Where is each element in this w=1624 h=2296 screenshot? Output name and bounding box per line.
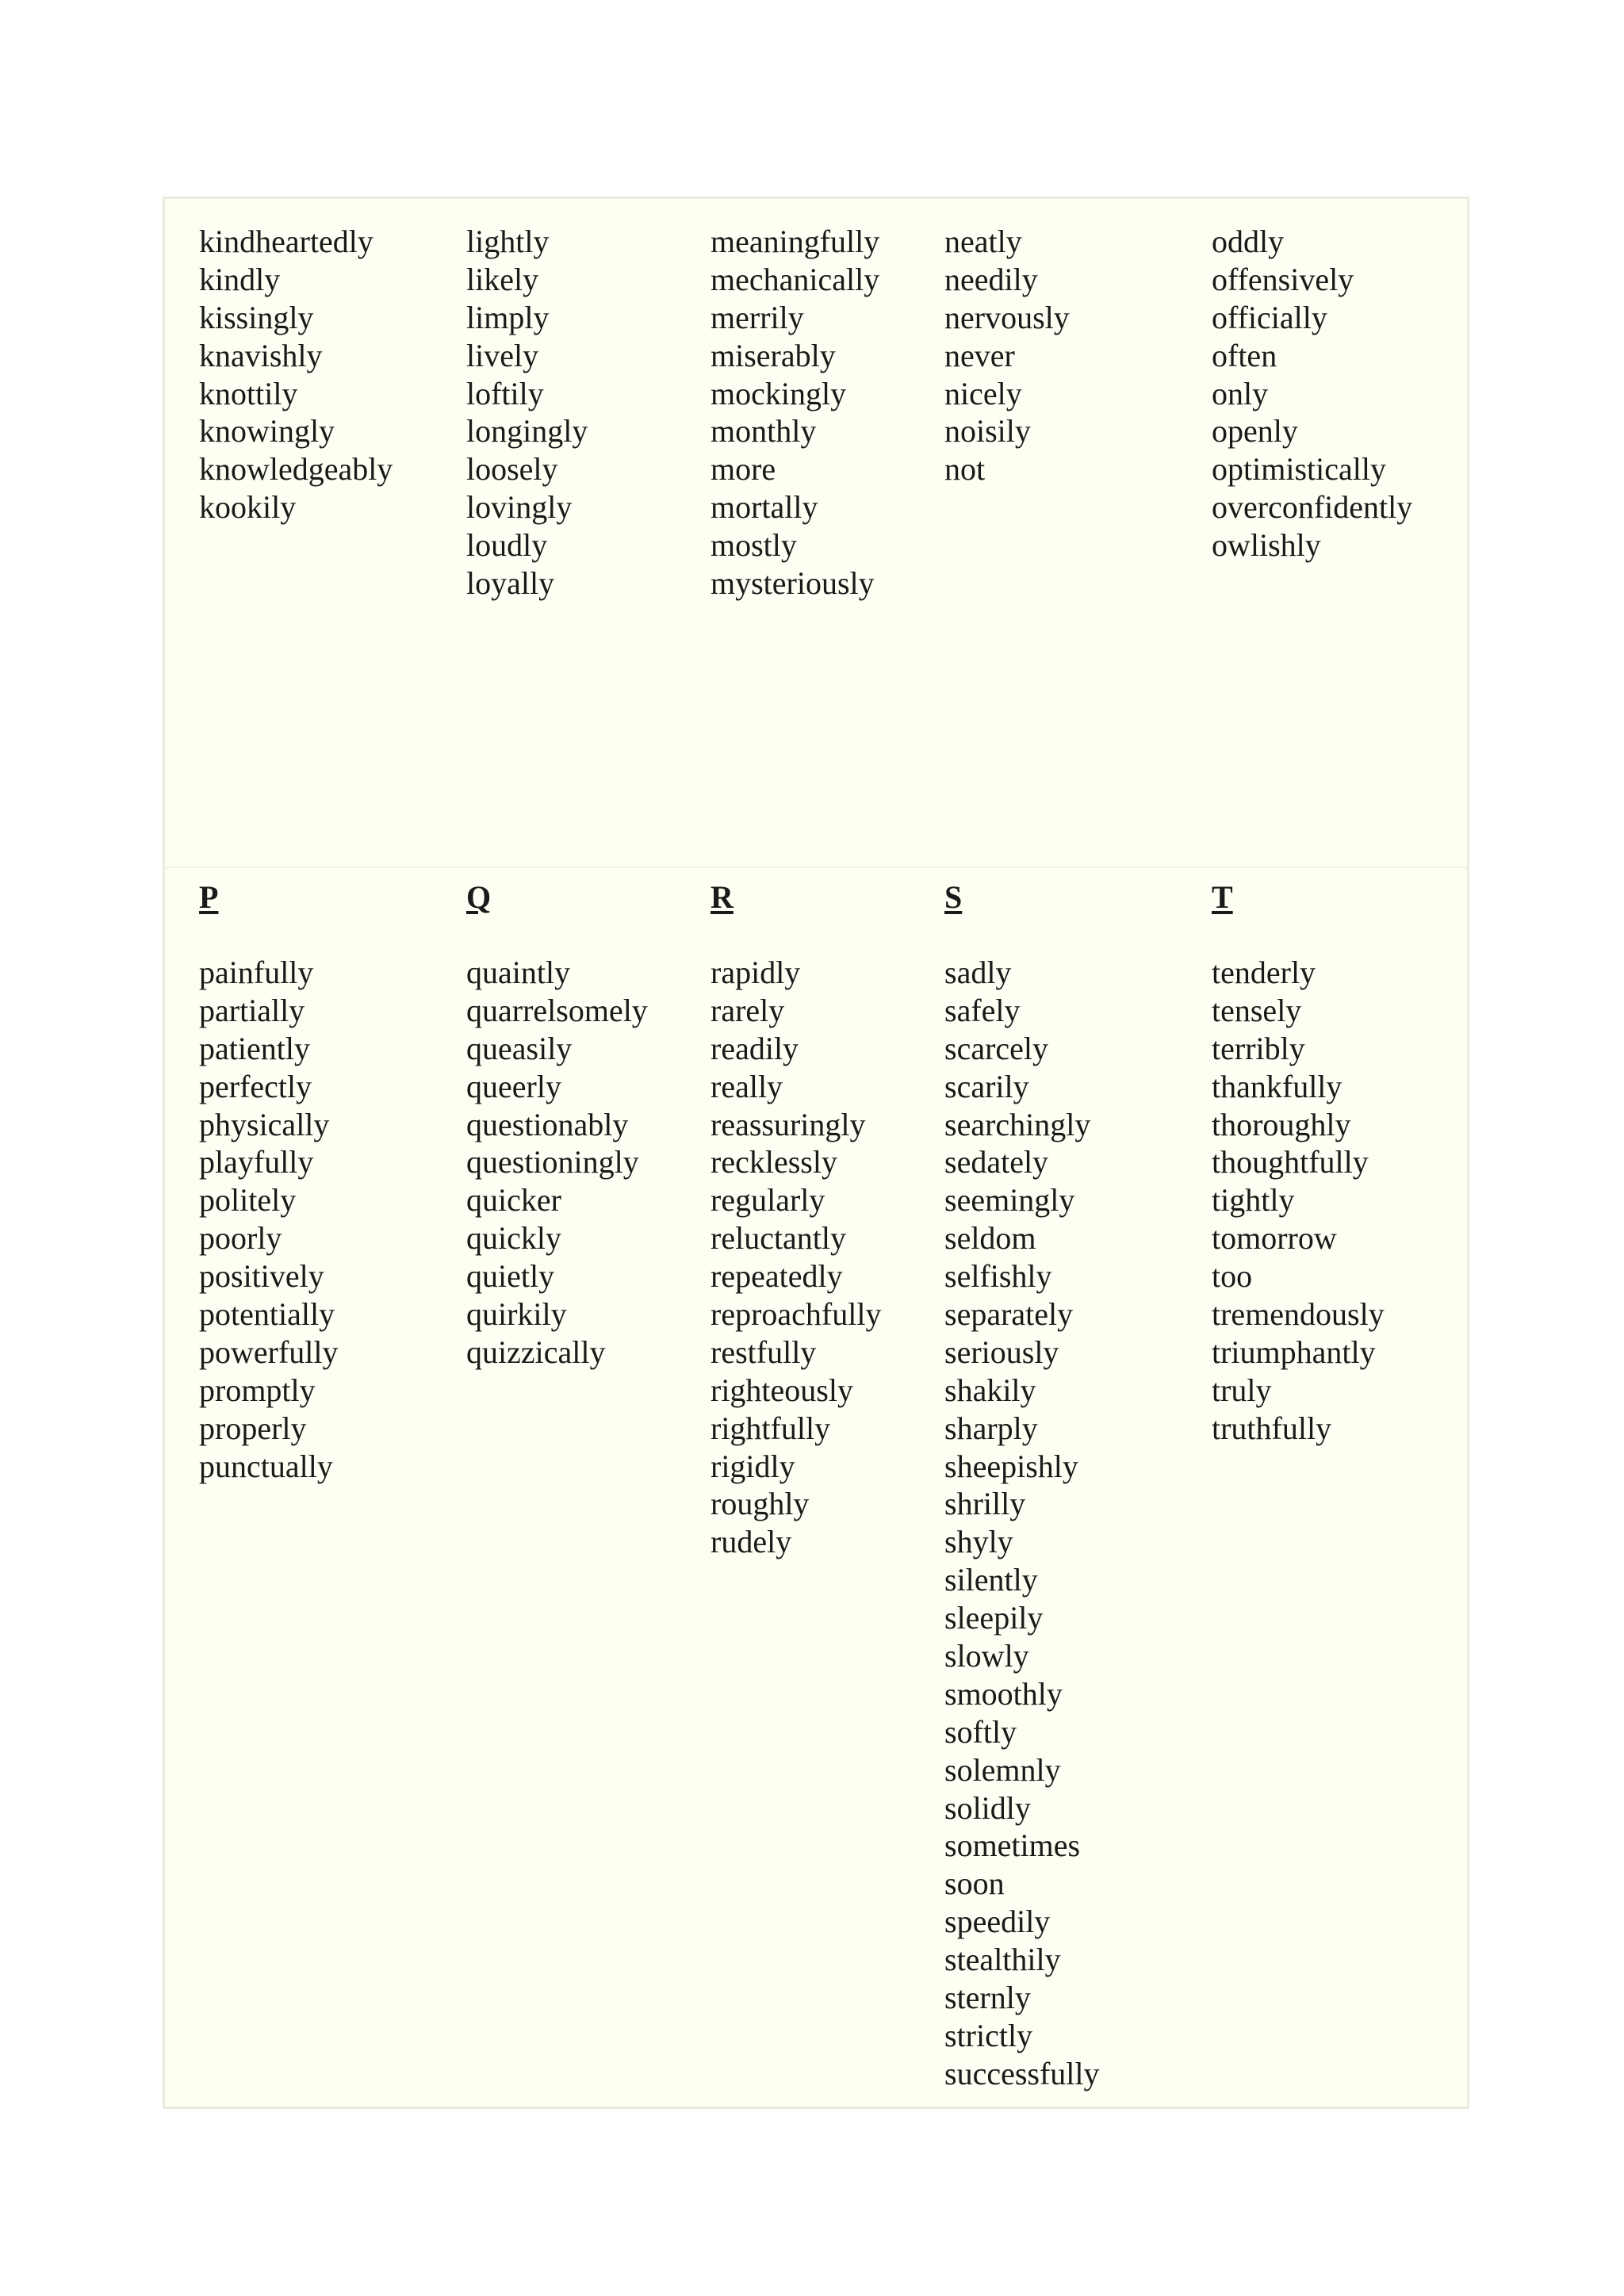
word-item: selfishly	[944, 1258, 1052, 1295]
word-item: knavishly	[199, 337, 323, 373]
word-item: solemnly	[944, 1751, 1061, 1788]
word-item: mechanically	[710, 261, 880, 297]
word-item: readily	[710, 1030, 799, 1066]
word-item: successfully	[944, 2055, 1100, 2091]
word-item: tremendously	[1212, 1296, 1385, 1333]
word-item: speedily	[944, 1904, 1051, 1940]
word-item: searchingly	[944, 1106, 1091, 1142]
word-item: sheepishly	[944, 1448, 1078, 1484]
word-item: seriously	[944, 1334, 1059, 1370]
column-heading: T	[1212, 879, 1233, 915]
word-item: repeatedly	[710, 1258, 843, 1295]
word-item: never	[944, 337, 1015, 373]
word-item: kookily	[199, 489, 297, 526]
word-item: longingly	[466, 413, 588, 450]
column-o	[1212, 199, 1412, 867]
word-item: poorly	[199, 1220, 282, 1257]
word-item: mortally	[710, 489, 818, 526]
word-item: painfully	[199, 955, 314, 990]
word-item: queerly	[466, 1068, 561, 1104]
adverb-table	[163, 197, 1469, 2109]
word-item: reassuringly	[710, 1106, 866, 1142]
word-item: tenderly	[1212, 955, 1316, 990]
word-item: knowledgeably	[199, 451, 393, 488]
word-item: loudly	[466, 527, 548, 564]
word-item: punctually	[199, 1448, 333, 1484]
word-item: quickly	[466, 1220, 561, 1257]
table-row-bottom	[165, 867, 1467, 2110]
word-item: nicely	[944, 375, 1022, 411]
column-l	[466, 199, 588, 867]
word-list	[944, 199, 1070, 488]
word-item: thankfully	[1212, 1068, 1342, 1104]
word-item: stealthily	[944, 1942, 1061, 1978]
word-item: quaintly	[466, 955, 571, 990]
word-item: queasily	[466, 1030, 573, 1066]
word-item: shakily	[944, 1372, 1036, 1408]
word-item: only	[1212, 375, 1269, 411]
column-n	[944, 199, 1070, 867]
word-list	[944, 916, 1100, 2093]
word-item: owlishly	[1212, 527, 1321, 564]
column-q	[466, 868, 648, 2110]
word-list	[466, 199, 588, 603]
word-item: physically	[199, 1106, 330, 1142]
word-list	[199, 199, 393, 526]
word-item: safely	[944, 992, 1021, 1028]
word-item: roughly	[710, 1486, 810, 1522]
word-item: sharply	[944, 1410, 1038, 1446]
word-item: knowingly	[199, 413, 335, 450]
word-item: optimistically	[1212, 451, 1386, 488]
word-item: mockingly	[710, 375, 847, 411]
word-item: terribly	[1212, 1030, 1305, 1066]
word-item: questionably	[466, 1106, 629, 1142]
word-item: oddly	[1212, 224, 1285, 259]
word-item: likely	[466, 261, 539, 297]
word-item: loosely	[466, 451, 558, 488]
column-s	[944, 868, 1100, 2110]
word-item: rightfully	[710, 1410, 831, 1446]
word-item: too	[1212, 1258, 1253, 1295]
word-item: offensively	[1212, 261, 1354, 297]
word-item: scarily	[944, 1068, 1029, 1104]
word-item: neatly	[944, 224, 1022, 259]
word-item: positively	[199, 1258, 324, 1295]
word-item: kissingly	[199, 299, 314, 335]
column-p	[199, 868, 339, 2110]
word-item: mysteriously	[710, 565, 875, 602]
word-list	[466, 916, 648, 1372]
word-item: righteously	[710, 1372, 853, 1408]
word-item: seemingly	[944, 1182, 1075, 1219]
word-item: promptly	[199, 1372, 316, 1408]
word-item: playfully	[199, 1144, 314, 1181]
word-item: miserably	[710, 337, 836, 373]
word-item: mostly	[710, 527, 797, 564]
word-item: sadly	[944, 955, 1012, 990]
word-item: loftily	[466, 375, 544, 411]
word-list	[199, 916, 339, 1485]
column-heading: P	[199, 879, 219, 915]
word-item: quietly	[466, 1258, 555, 1295]
word-item: needily	[944, 261, 1038, 297]
word-item: seldom	[944, 1220, 1036, 1257]
word-item: silently	[944, 1562, 1038, 1598]
word-item: quirkily	[466, 1296, 567, 1333]
word-item: powerfully	[199, 1334, 339, 1370]
word-item: kindheartedly	[199, 224, 373, 259]
word-item: quicker	[466, 1182, 561, 1219]
column-r	[710, 868, 881, 2110]
word-list	[710, 199, 879, 603]
word-item: regularly	[710, 1182, 825, 1219]
word-item: officially	[1212, 299, 1327, 335]
column-k	[199, 199, 393, 867]
word-item: solidly	[944, 1789, 1031, 1826]
word-item: properly	[199, 1410, 307, 1446]
word-item: nervously	[944, 299, 1070, 335]
word-item: limply	[466, 299, 550, 335]
word-item: openly	[1212, 413, 1298, 450]
word-item: rapidly	[710, 955, 801, 990]
word-item: strictly	[944, 2017, 1033, 2053]
word-item: quizzically	[466, 1334, 606, 1370]
word-item: perfectly	[199, 1068, 312, 1104]
word-list	[1212, 916, 1385, 1448]
word-item: thoughtfully	[1212, 1144, 1369, 1181]
word-item: tightly	[1212, 1182, 1295, 1219]
word-item: scarcely	[944, 1030, 1049, 1066]
word-item: sleepily	[944, 1600, 1044, 1636]
column-heading: S	[944, 879, 963, 915]
word-item: monthly	[710, 413, 817, 450]
table-row-top	[165, 199, 1467, 867]
word-item: shyly	[944, 1524, 1013, 1560]
word-item: merrily	[710, 299, 804, 335]
word-item: more	[710, 451, 776, 488]
word-item: triumphantly	[1212, 1334, 1376, 1370]
word-item: truthfully	[1212, 1410, 1332, 1446]
word-item: slowly	[944, 1638, 1029, 1674]
word-item: rarely	[710, 992, 785, 1028]
word-item: smoothly	[944, 1675, 1063, 1712]
word-item: soon	[944, 1866, 1005, 1902]
word-item: tomorrow	[1212, 1220, 1337, 1257]
word-list	[710, 916, 881, 1561]
word-item: meaningfully	[710, 224, 880, 259]
word-item: reluctantly	[710, 1220, 847, 1257]
word-item: reproachfully	[710, 1296, 882, 1333]
word-list	[1212, 199, 1412, 564]
word-item: shrilly	[944, 1486, 1026, 1522]
word-item: not	[944, 451, 986, 488]
word-item: partially	[199, 992, 305, 1028]
word-item: overconfidently	[1212, 489, 1413, 526]
word-item: restfully	[710, 1334, 817, 1370]
word-item: sometimes	[944, 1827, 1081, 1864]
word-item: softly	[944, 1713, 1017, 1750]
word-item: lively	[466, 337, 539, 373]
word-item: lightly	[466, 224, 550, 259]
word-item: quarrelsomely	[466, 992, 648, 1028]
column-heading: Q	[466, 879, 492, 915]
word-item: politely	[199, 1182, 297, 1219]
word-item: loyally	[466, 565, 555, 602]
word-item: tensely	[1212, 992, 1302, 1028]
word-item: rigidly	[710, 1448, 795, 1484]
word-item: kindly	[199, 261, 281, 297]
word-item: rudely	[710, 1524, 792, 1560]
column-heading: R	[710, 879, 733, 915]
word-item: sternly	[944, 1980, 1031, 2016]
word-item: really	[710, 1068, 783, 1104]
word-item: separately	[944, 1296, 1074, 1333]
word-item: patiently	[199, 1030, 310, 1066]
word-item: noisily	[944, 413, 1031, 450]
word-item: truly	[1212, 1372, 1272, 1408]
word-item: knottily	[199, 375, 298, 411]
word-item: potentially	[199, 1296, 335, 1333]
word-item: often	[1212, 337, 1277, 373]
word-item: questioningly	[466, 1144, 639, 1181]
column-t	[1212, 868, 1385, 2110]
word-item: thoroughly	[1212, 1106, 1351, 1142]
word-item: sedately	[944, 1144, 1049, 1181]
column-m	[710, 199, 879, 867]
word-item: recklessly	[710, 1144, 837, 1181]
word-item: lovingly	[466, 489, 573, 526]
